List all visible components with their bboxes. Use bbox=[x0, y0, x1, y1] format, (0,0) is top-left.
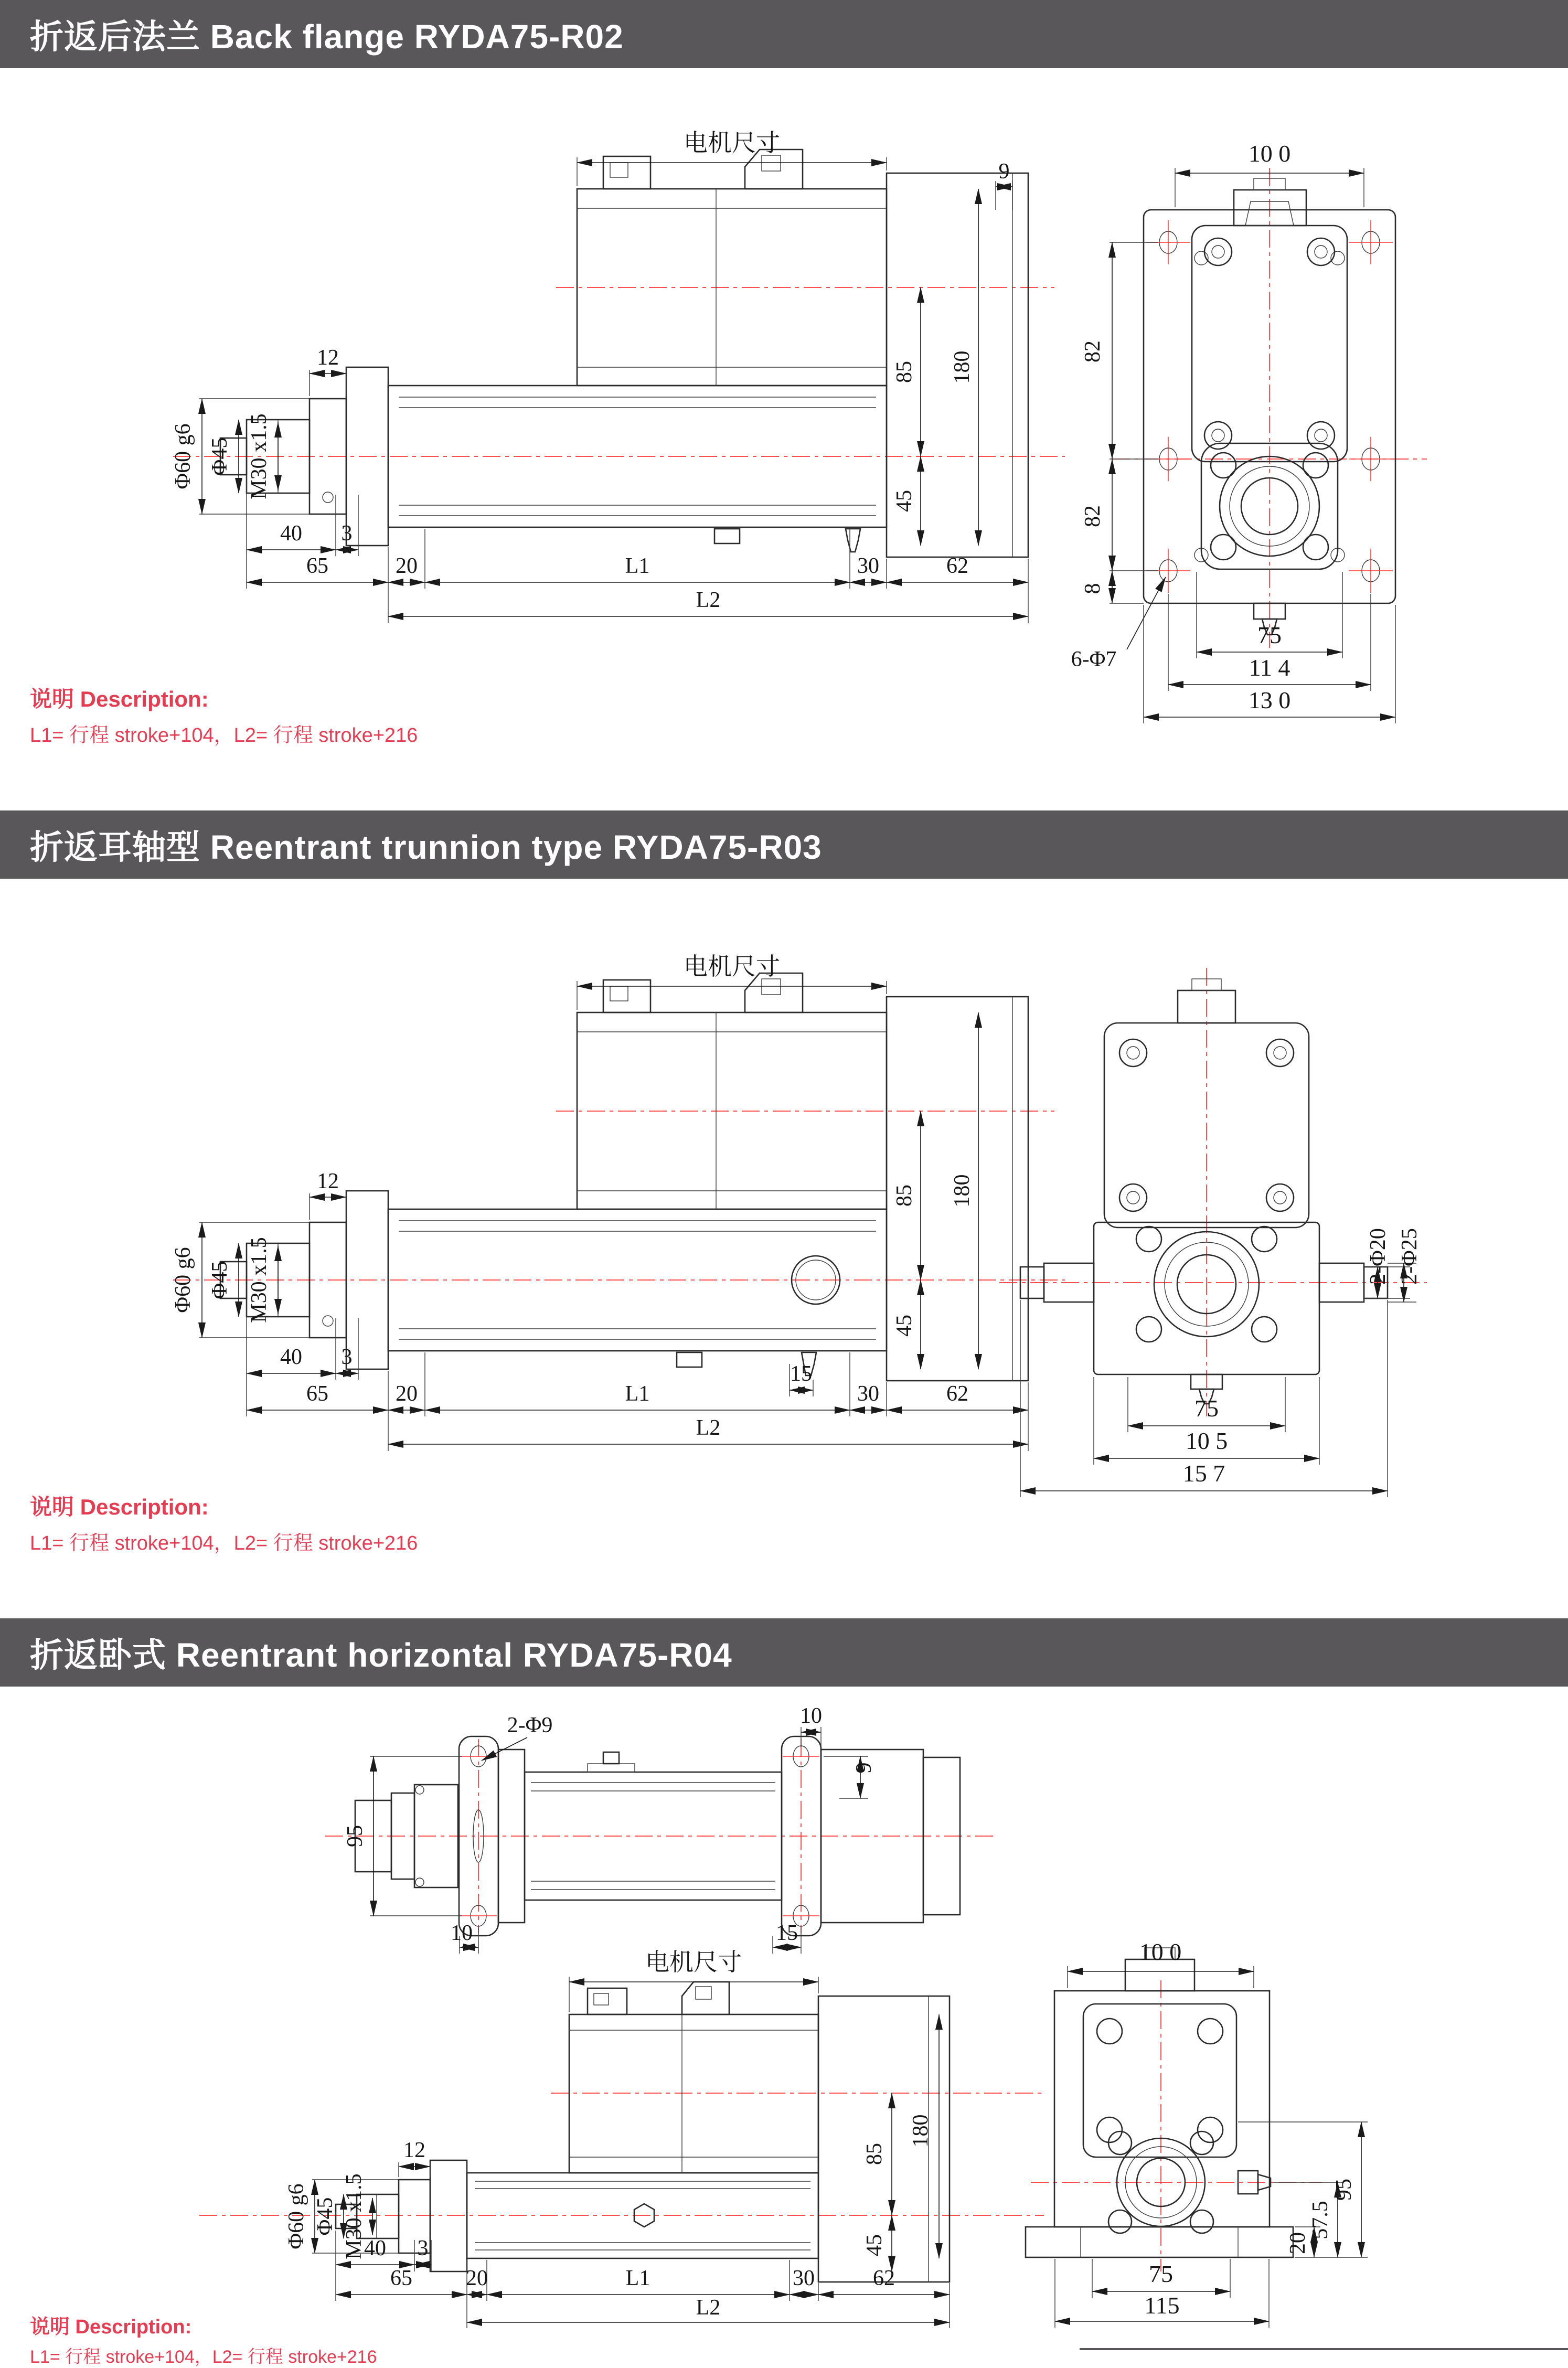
dim-20: 20 bbox=[466, 2266, 488, 2290]
dim-12: 12 bbox=[317, 1169, 339, 1193]
dim-6xphi7: 6-Φ7 bbox=[1071, 647, 1117, 671]
section-title-r03: 折返耳轴型 Reentrant trunnion type RYDA75-R03 bbox=[30, 828, 822, 866]
servo-motor bbox=[569, 2014, 818, 2173]
dim-45: 45 bbox=[892, 490, 916, 512]
dim-phi45: Φ45 bbox=[208, 1261, 232, 1299]
dim-82b: 82 bbox=[1081, 505, 1105, 527]
dim-45: 45 bbox=[892, 1315, 916, 1337]
side-view-r03 bbox=[171, 953, 1065, 1451]
dim-40: 40 bbox=[364, 2236, 386, 2260]
front-flange bbox=[430, 2160, 467, 2271]
dim-65: 65 bbox=[306, 1382, 328, 1406]
drawing-r02 bbox=[0, 68, 1568, 750]
dim-motor-size: 电机尺寸 bbox=[684, 130, 780, 156]
drawing-r03 bbox=[0, 879, 1568, 1550]
dim-65: 65 bbox=[390, 2266, 412, 2290]
dim-2phi25: 2-Φ25 bbox=[1398, 1228, 1422, 1285]
body-bolt bbox=[603, 1752, 619, 1764]
dim-L1: L1 bbox=[625, 554, 650, 578]
dim-L2: L2 bbox=[696, 1416, 721, 1440]
dim-L2: L2 bbox=[696, 588, 721, 612]
dim-10-bottom: 10 bbox=[451, 1921, 473, 1945]
description-block-r03 bbox=[30, 1490, 418, 1555]
dim-2phi20: 2-Φ20 bbox=[1366, 1228, 1390, 1285]
dim-L2: L2 bbox=[696, 2296, 721, 2320]
dim-9-plan: 9 bbox=[852, 1762, 876, 1774]
section-title-r02: 折返后法兰 Back flange RYDA75-R02 bbox=[30, 18, 624, 56]
dim-L1: L1 bbox=[625, 2266, 650, 2290]
dim-phi45: Φ45 bbox=[313, 2197, 337, 2236]
end-view-r02 bbox=[1071, 140, 1427, 723]
dim-62: 62 bbox=[873, 2266, 895, 2290]
dimension-12 bbox=[310, 1169, 346, 1220]
motor-connector bbox=[588, 1988, 627, 2014]
description-text: L1= 行程 stroke+104，L2= 行程 stroke+216 bbox=[30, 724, 418, 746]
description-label: 说明 Description: bbox=[30, 687, 209, 711]
dim-L1: L1 bbox=[625, 1382, 650, 1406]
dimension-9 bbox=[996, 159, 1012, 210]
dim-180: 180 bbox=[950, 350, 974, 384]
section-header-r03 bbox=[0, 810, 1568, 879]
hex-bolt bbox=[714, 529, 740, 543]
dim-75: 75 bbox=[1194, 1395, 1219, 1422]
dim-phi45: Φ45 bbox=[208, 437, 232, 476]
dim-12: 12 bbox=[317, 346, 339, 370]
dim-10-top: 10 bbox=[800, 1704, 822, 1728]
description-block-r04 bbox=[30, 2310, 377, 2368]
dim-3: 3 bbox=[341, 1345, 353, 1369]
dim-20: 20 bbox=[1286, 2232, 1310, 2254]
description-text: L1= 行程 stroke+104，L2= 行程 stroke+216 bbox=[30, 2347, 377, 2367]
dim-85: 85 bbox=[862, 2143, 887, 2165]
side-view-r02 bbox=[171, 130, 1065, 623]
dim-105: 10 5 bbox=[1185, 1427, 1228, 1454]
dim-30: 30 bbox=[857, 554, 879, 578]
description-label: 说明 Description: bbox=[30, 1495, 209, 1519]
dimension-motor-size bbox=[577, 130, 887, 186]
dim-65: 65 bbox=[306, 554, 328, 578]
dim-82a: 82 bbox=[1081, 340, 1105, 362]
dim-95: 95 bbox=[1332, 2179, 1356, 2201]
dim-3: 3 bbox=[417, 2236, 429, 2260]
dim-15-bottom: 15 bbox=[776, 1921, 798, 1945]
dim-45: 45 bbox=[862, 2234, 887, 2256]
dim-30: 30 bbox=[857, 1382, 879, 1406]
description-text: L1= 行程 stroke+104，L2= 行程 stroke+216 bbox=[30, 1532, 418, 1554]
description-block-r02 bbox=[30, 682, 418, 748]
plan-view-r04 bbox=[325, 1704, 997, 1954]
dim-motor-size: 电机尺寸 bbox=[684, 953, 780, 980]
dim-12: 12 bbox=[403, 2138, 425, 2162]
grease-nipple bbox=[846, 529, 860, 552]
dim-62: 62 bbox=[946, 1382, 968, 1406]
dim-40: 40 bbox=[280, 1345, 302, 1369]
connector-top-view bbox=[1234, 190, 1306, 226]
dim-85: 85 bbox=[892, 1185, 916, 1207]
dim-motor-size: 电机尺寸 bbox=[645, 1949, 742, 1976]
dim-phi60: Φ60 g6 bbox=[171, 423, 195, 489]
dim-9: 9 bbox=[998, 159, 1010, 184]
dim-180: 180 bbox=[909, 2114, 933, 2148]
dimension-15 bbox=[790, 1362, 813, 1396]
dim-15: 15 bbox=[790, 1362, 812, 1386]
dim-8: 8 bbox=[1081, 583, 1105, 594]
dim-40: 40 bbox=[280, 521, 302, 546]
dim-3: 3 bbox=[341, 521, 353, 546]
motor-face bbox=[1083, 2004, 1236, 2157]
dim-75: 75 bbox=[1257, 622, 1282, 648]
section-header-r04 bbox=[0, 1618, 1568, 1687]
section-title-r04: 折返卧式 Reentrant horizontal RYDA75-R04 bbox=[30, 1636, 732, 1674]
dim-thread: M30 x1.5 bbox=[247, 413, 271, 499]
dim-thread: M30 x1.5 bbox=[342, 2173, 366, 2259]
drawing-r04 bbox=[0, 1687, 1568, 2355]
back-plate bbox=[1054, 1991, 1270, 2227]
dim-30: 30 bbox=[793, 2266, 815, 2290]
dim-180: 180 bbox=[950, 1174, 974, 1208]
dim-157: 15 7 bbox=[1182, 1460, 1225, 1487]
dim-thread: M30 x1.5 bbox=[247, 1237, 271, 1323]
dim-100: 10 0 bbox=[1139, 1938, 1182, 1965]
dimension-motor-size bbox=[569, 1949, 818, 2012]
dim-100: 10 0 bbox=[1248, 140, 1291, 167]
dim-20: 20 bbox=[396, 1382, 418, 1406]
page-edge-line bbox=[1080, 2348, 1568, 2350]
dim-57-5: 57.5 bbox=[1308, 2201, 1332, 2239]
end-view-r03 bbox=[999, 968, 1427, 1497]
dim-85: 85 bbox=[892, 361, 916, 383]
dim-130: 13 0 bbox=[1248, 687, 1291, 713]
description-label: 说明 Description: bbox=[30, 2316, 192, 2338]
dim-75: 75 bbox=[1149, 2260, 1173, 2287]
motor-screws bbox=[1097, 2019, 1223, 2142]
dimension-motor-size bbox=[577, 953, 887, 1010]
hex-bolt bbox=[677, 1352, 702, 1367]
dimension-12 bbox=[399, 2138, 430, 2177]
side-view-r04 bbox=[199, 1949, 1044, 2328]
dim-phi60: Φ60 g6 bbox=[171, 1247, 195, 1313]
foot-base bbox=[1026, 2227, 1293, 2257]
end-view-r04 bbox=[1026, 1938, 1368, 2328]
dim-115: 115 bbox=[1144, 2292, 1180, 2319]
dim-20: 20 bbox=[396, 554, 418, 578]
section-header-r02 bbox=[0, 0, 1568, 68]
dim-2phi9: 2-Φ9 bbox=[507, 1713, 553, 1737]
dim-95-plan: 95 bbox=[343, 1825, 367, 1847]
dimension-12 bbox=[310, 346, 346, 396]
dim-phi60: Φ60 g6 bbox=[284, 2183, 308, 2249]
dim-114: 11 4 bbox=[1249, 654, 1290, 681]
dim-62: 62 bbox=[946, 554, 968, 578]
